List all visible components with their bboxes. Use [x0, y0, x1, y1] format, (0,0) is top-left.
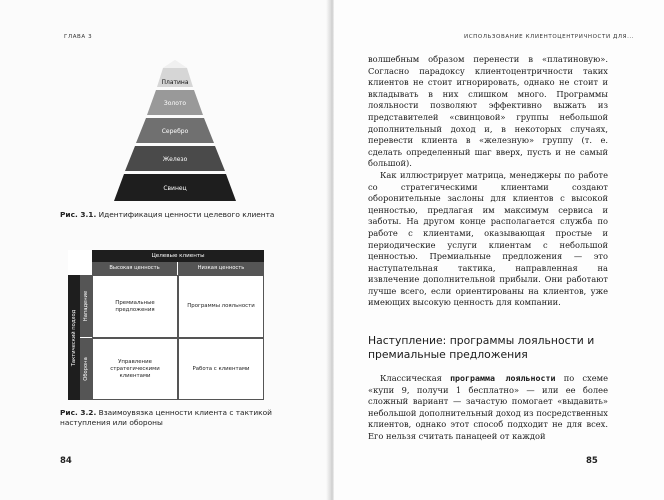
bold-term-loyalty-program: программа лояльности — [450, 373, 556, 383]
value-tactics-matrix — [68, 250, 264, 400]
matrix-cell-customer-service: Работа с клиентами — [178, 338, 264, 400]
matrix-side-tactical-approach — [68, 275, 80, 400]
figure-caption-3-2 — [60, 408, 285, 428]
caption-text: Идентификация ценности целевого клиента — [98, 210, 275, 219]
pyramid-label-iron: Железо — [162, 156, 188, 163]
matrix-cell-premium-offers: Премиальные предложения — [92, 275, 178, 338]
matrix-col-low-value: Низкая ценность — [178, 262, 264, 275]
left-running-head: ГЛАВА 3 — [64, 34, 93, 40]
matrix-row-defense — [80, 338, 92, 400]
body-text-block-1 — [368, 54, 608, 309]
matrix-header-target-clients: Целевые клиенты — [92, 250, 264, 262]
section-heading: Наступление: программы лояльности и премиальные предложения — [368, 334, 595, 361]
matrix-cell-strategic-account-management: Управление стратегическими клиентами — [92, 338, 178, 400]
figure-caption-3-1 — [60, 210, 290, 220]
matrix-row-defense-label: Оборона — [83, 357, 89, 381]
pyramid-label-platinum: Платина — [161, 79, 189, 86]
matrix-col-high-value: Высокая ценность — [92, 262, 178, 275]
pyramid-label-lead: Свинец — [163, 185, 187, 192]
caption-label: Рис. 3.2. — [60, 408, 97, 417]
pyramid-label-silver: Серебро — [161, 128, 189, 135]
body-text-block-2 — [368, 373, 608, 443]
paragraph-3: Классическая программа лояльности по схеме «купи 9, получи 1 бесплатно» — или ее более сложный вариант — зачастую помогает «выдавить» небольшой дополнительный доход из посредственных клиентов, однако этот способ подходит не для всех. Его нельзя считать панацеей от каждой — [368, 373, 609, 441]
paragraph-1: волшебным образом перенести в «платиновую». Согласно парадоксу клиентоцентричности таких клиентов не стоит игнорировать, однако не стоит и вкладывать в них слишком много. Программы лояльности позволяют эффективно выжать из представителей «свинцовой» группы небольшой дополнительный доход и, в некоторых случаях, перевести клиента в «железную» группу (т. е. сделать определенный шаг вверх, пусть и не самый большой). — [368, 54, 608, 169]
right-running-head: ИСПОЛЬЗОВАНИЕ КЛИЕНТОЦЕНТРИЧНОСТИ ДЛЯ... — [464, 34, 635, 40]
matrix-side-label: Тактический подход — [71, 309, 77, 366]
matrix-cell-loyalty-programs: Программы лояльности — [178, 275, 264, 338]
matrix-row-attack — [80, 275, 92, 338]
matrix-row-attack-label: Нападение — [83, 290, 89, 322]
page-number-left: 84 — [60, 456, 72, 466]
value-pyramid-diagram — [90, 60, 260, 202]
paragraph-2: Как иллюстрирует матрица, менеджеры по работе со стратегическими клиентами создают оборонительные заслоны для клиентов с высокой ценностью, предлагая им максимум сервиса и заботы. На другом конце располагается служба по работе с клиентами, оказывающая простые и периодические услуги клиентам с небольшой ценностью. Премиальные предложения — это наступательная тактика, направленная на извлечение дополнительной прибыли. Они работают лучше всего, если ориентированы на клиентов, уже имеющих высокую ценность для компании. — [368, 169, 608, 308]
caption-label: Рис. 3.1. — [60, 210, 97, 219]
page-number-right: 85 — [586, 456, 598, 466]
pyramid-label-gold: Золото — [163, 100, 187, 107]
caption-text: Взаимоувязка ценности клиента с тактикой наступления или обороны — [60, 408, 272, 427]
